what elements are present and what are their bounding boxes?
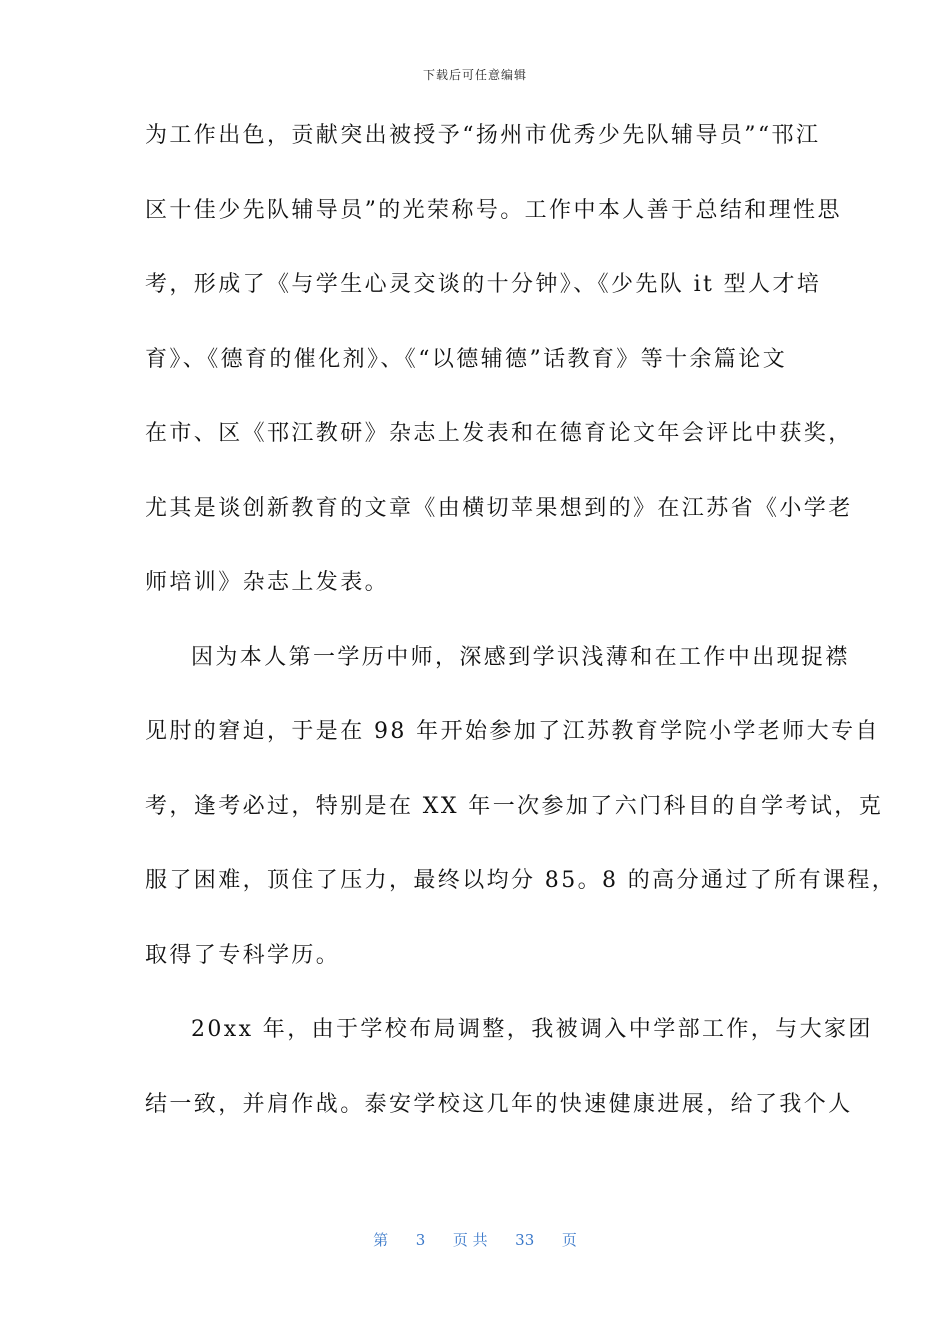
paragraph-line: 见肘的窘迫，于是在 98 年开始参加了江苏教育学院小学老师大专自 (145, 719, 880, 744)
paragraph-line: 结一致，并肩作战。泰安学校这几年的快速健康进展，给了我个人 (145, 1091, 853, 1117)
paragraph-line: 区十佳少先队辅导员”的光荣称号。工作中本人善于总结和理性思 (145, 197, 842, 223)
page-prefix: 第 (373, 1231, 389, 1249)
page-footer (0, 1230, 950, 1250)
paragraph-line: 20xx 年，由于学校布局调整，我被调入中学部工作，与大家团 (191, 1017, 873, 1042)
paragraph-line: 育》、《德育的催化剂》、《“以德辅德”话教育》等十余篇论文 (145, 346, 788, 372)
page-middle: 页 共 (452, 1231, 488, 1249)
paragraph-line: 考，逢考必过，特别是在 XX 年一次参加了六门科目的自学考试，克 (145, 793, 884, 819)
paragraph-line: 服了困难，顶住了压力，最终以均分 85。8 的高分通过了所有课程， (145, 868, 897, 893)
paragraph-line: 取得了专科学历。 (145, 942, 341, 968)
download-note: 下载后可任意编辑 (422, 68, 527, 82)
paragraph-line: 为工作出色，贡献突出被授予“扬州市优秀少先队辅导员”“邗江 (145, 123, 821, 148)
page-total: 33 (515, 1231, 535, 1249)
document-body (145, 120, 897, 1163)
page-number: 3 (415, 1231, 426, 1249)
paragraph-line: 考，形成了《与学生心灵交谈的十分钟》、《少先队 it 型人才培 (145, 272, 822, 297)
paragraph-line: 尤其是谈创新教育的文章《由横切苹果想到的》在江苏省《小学老 (145, 495, 853, 521)
page-suffix: 页 (561, 1231, 577, 1249)
paragraph-line: 师培训》杂志上发表。 (145, 570, 390, 595)
paragraph-line: 在市、区《邗江教研》杂志上发表和在德育论文年会评比中获奖， (145, 421, 853, 446)
paragraph-line: 因为本人第一学历中师，深感到学识浅薄和在工作中出现捉襟 (191, 644, 850, 670)
